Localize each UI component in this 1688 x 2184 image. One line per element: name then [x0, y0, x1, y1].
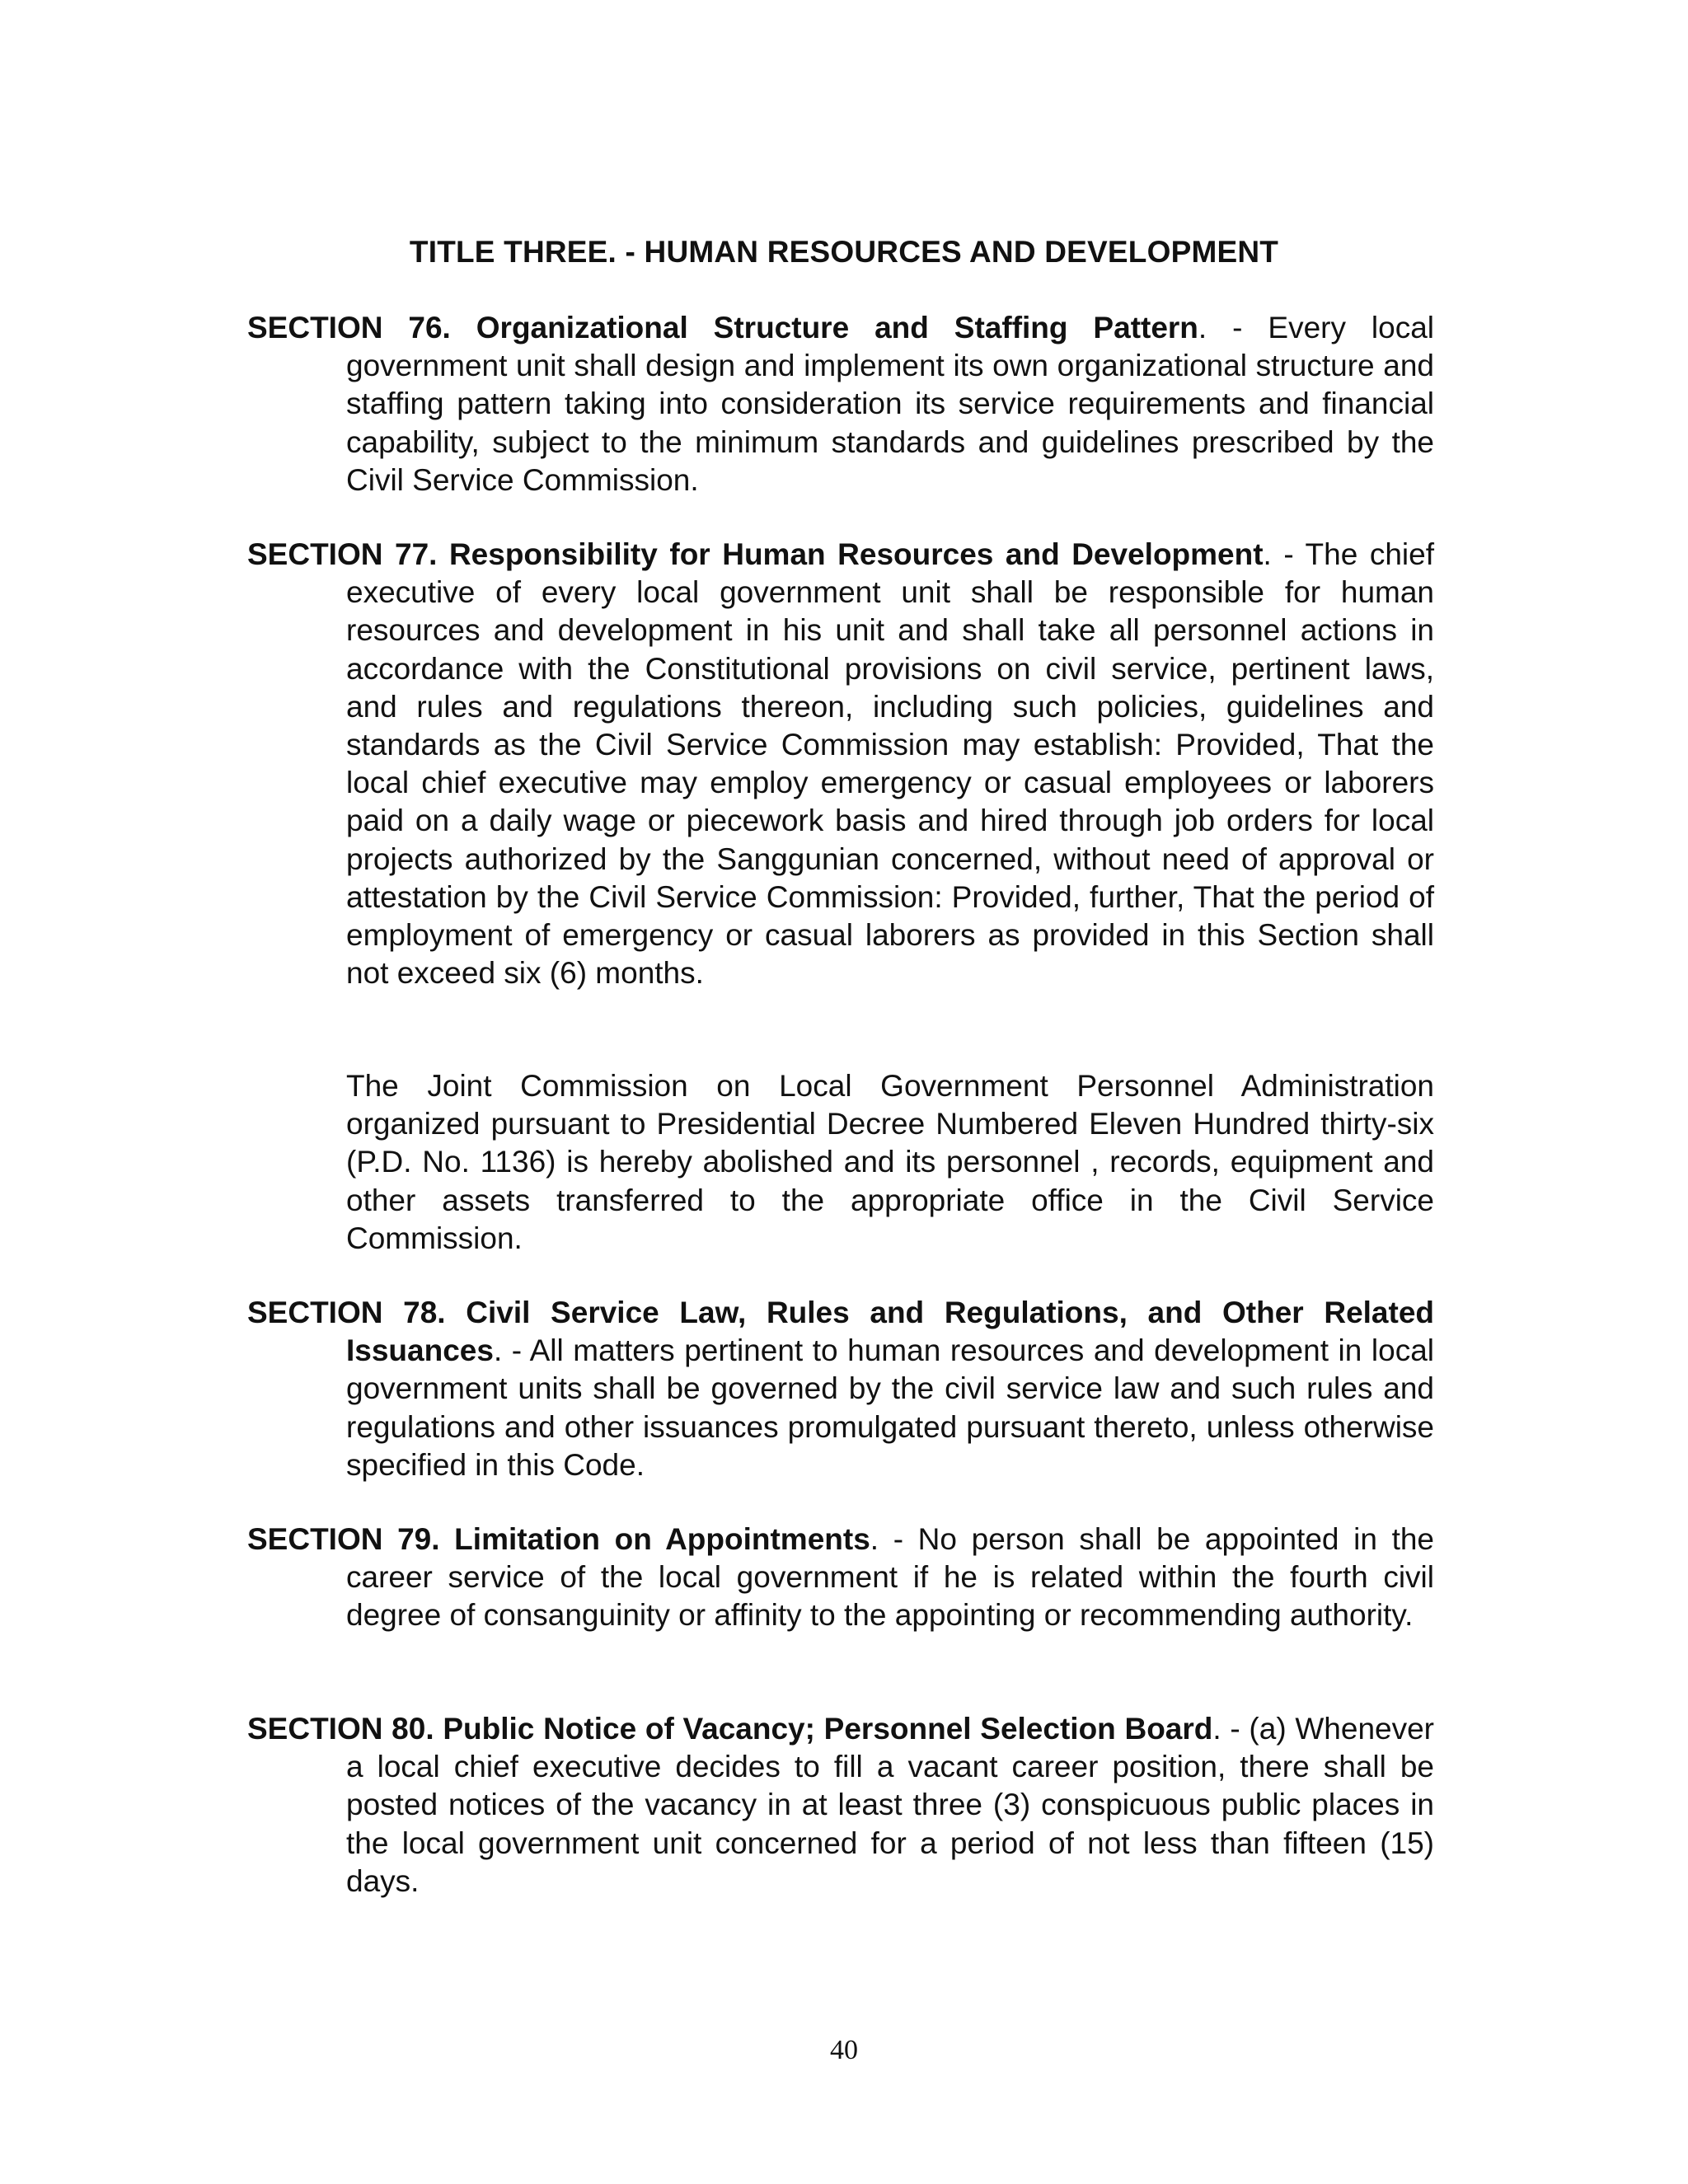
section-79-heading: SECTION 79. Limitation on Appointments	[247, 1522, 870, 1556]
section-80-heading: SECTION 80. Public Notice of Vacancy; Personnel Selection Board	[247, 1712, 1213, 1746]
section-79-body: . - No person shall be appointed in the career service of the local government if he is related within the fourth civil degree of consanguinity or affinity to the appointing or recommending authority.	[346, 1522, 1435, 1633]
section-76-body: . - Every local government unit shall design and implement its own organizational structure and staffing pattern taking into consideration its service requirements and financial capability, subject to the minimum standards and guidelines prescribed by the Civil Service Commission.	[346, 311, 1434, 497]
section-80	[247, 1710, 1434, 1900]
section-78-heading: SECTION 78. Civil Service Law, Rules and Regulations, and Other Related Issuances	[247, 1296, 1434, 1368]
section-79	[247, 1521, 1434, 1635]
section-78	[247, 1294, 1434, 1484]
section-77	[247, 536, 1434, 992]
section-77-paragraph-2: The Joint Commission on Local Government Personnel Administration organized pursuant to Presidential Decree Numbered Eleven Hundred thirty-six (P.D. No. 1136) is hereby abolished and its personnel , records, equipment and other assets transferred to the appropriate office in the Civil Service Commission.	[346, 1069, 1434, 1255]
section-76-heading: SECTION 76. Organizational Structure and Staffing Pattern	[247, 311, 1198, 344]
section-80-body: . - (a) Whenever a local chief executive decides to fill a vacant career position, there shall be posted notices of the vacancy in at least three (3) conspicuous public places in the local government unit concerned for a period of not less than fifteen (15) days.	[346, 1712, 1434, 1898]
section-76	[247, 309, 1434, 499]
section-77-heading: SECTION 77. Responsibility for Human Resources and Development	[247, 537, 1264, 571]
page-number: 40	[830, 2035, 858, 2065]
section-77-body: . - The chief executive of every local government unit shall be responsible for human resources and development in his unit and shall take all personnel actions in accordance with the Constitutional provisions on civil service, pertinent laws, and rules and regulations thereon, including such policies, guidelines and standards as the Civil Service Commission may establish: Provided, That the local chief executive may employ emergency or casual employees or laborers paid on a daily wage or piecework basis and hired through job orders for local projects authorized by the Sanggunian concerned, without need of approval or attestation by the Civil Service Commission: Provided, further, That the period of employment of emergency or casual laborers as provided in this Section shall not exceed six (6) months.	[346, 537, 1434, 991]
section-78-body: . - All matters pertinent to human resources and development in local government units shall be governed by the civil service law and such rules and regulations and other issuances promulgated pursuant thereto, unless otherwise specified in this Code.	[346, 1333, 1434, 1482]
document-title: TITLE THREE. - HUMAN RESOURCES AND DEVELOPMENT	[409, 235, 1279, 269]
